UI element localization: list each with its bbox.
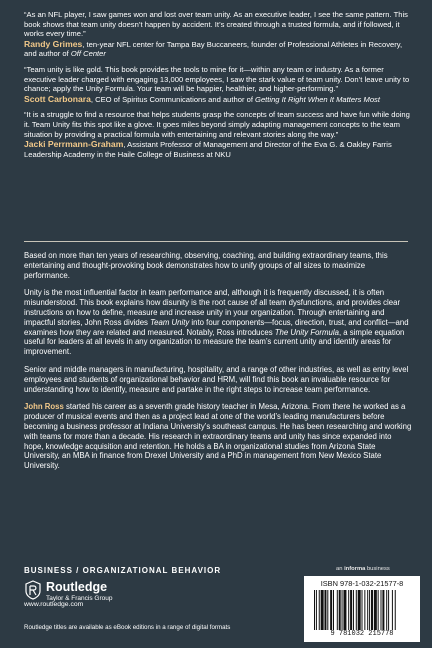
testimonial-quote: “Team unity is like gold. This book provides the tools to mine for it—within any team or industry. As a former executive leader charged with engaging 13,000 employees, I saw the stark value of team unity. Don’t leave unity to chance; apply the Unity Formula. Your team will be happier, healthier, and higher-performing.” bbox=[24, 64, 410, 94]
routledge-logo-icon bbox=[24, 580, 42, 600]
testimonial bbox=[24, 110, 410, 159]
testimonial-name: Jacki Perrmann-Graham bbox=[24, 139, 124, 150]
testimonial bbox=[24, 10, 410, 59]
barcode-bar bbox=[330, 590, 332, 630]
barcode-bar bbox=[327, 590, 328, 630]
informa-tagline bbox=[336, 566, 390, 572]
barcode-bar bbox=[374, 590, 377, 630]
barcode-bar bbox=[392, 590, 393, 630]
ebook-note: Routledge titles are available as eBook editions in a range of digital formats bbox=[24, 624, 231, 631]
barcode-bar bbox=[369, 590, 370, 630]
barcode-bar bbox=[337, 590, 338, 630]
publisher-group: Taylor & Francis Group bbox=[46, 595, 113, 602]
author-bio bbox=[24, 402, 412, 471]
barcode-bar bbox=[324, 590, 326, 630]
barcode-bar bbox=[319, 590, 320, 630]
isbn-barcode bbox=[304, 576, 420, 642]
testimonial-book: Off Center bbox=[70, 49, 106, 59]
subject-category: BUSINESS / ORGANIZATIONAL BEHAVIOR bbox=[24, 566, 222, 575]
barcode-bar bbox=[342, 590, 343, 630]
testimonial-name: Scott Carbonara bbox=[24, 93, 91, 104]
informa-suffix: business bbox=[365, 566, 390, 572]
barcode-bar bbox=[358, 590, 361, 630]
barcode-bar bbox=[348, 590, 349, 630]
barcode-bar bbox=[364, 590, 365, 630]
barcode-bar bbox=[386, 590, 387, 630]
book-description bbox=[24, 251, 412, 479]
publisher-url: www.routledge.com bbox=[24, 601, 84, 608]
informa-prefix: an bbox=[336, 566, 345, 572]
barcode-bar bbox=[367, 590, 368, 630]
isbn-number: ISBN 978-1-032-21577-8 bbox=[320, 579, 404, 588]
barcode-bar bbox=[314, 590, 315, 630]
barcode-bar bbox=[382, 590, 384, 630]
barcode-bar bbox=[381, 590, 382, 630]
barcode-bar bbox=[371, 590, 373, 630]
testimonials bbox=[24, 10, 410, 165]
testimonial-credit: , ten-year NFL center for Tampa Bay Buccaneers, founder of Professional Athletes in Recovery, and author of bbox=[24, 39, 403, 59]
testimonial-name: Randy Grimes bbox=[24, 38, 83, 49]
author-bio-text: started his career as a seventh grade history teacher in Mesa, Arizona. From there he worked as a producer of musical events and then as a project lead at one of the world’s leading manufacturers before becoming a business professor at Indiana University’s southeast campus. He has been researching and working with teams for more than a decade. His research in extraordinary teams and unity has since expanded into hope, knowledge acquisition and retention. He holds a BA in organizational studies from Arizona State University, an MBA in finance from Drexel University and a PhD in management from New Mexico State University. bbox=[24, 402, 412, 471]
testimonial-quote: “As an NFL player, I saw games won and lost over team unity. As an executive leader, I see the same pattern. This book shows that team unity doesn’t happen by accident. It’s created through a trusted formula, and if followed, it works every time.” bbox=[24, 10, 408, 39]
testimonial-credit: , CEO of Spiritus Communications and author of bbox=[90, 94, 256, 104]
testimonial-attribution bbox=[24, 40, 410, 59]
barcode-bar bbox=[339, 590, 341, 630]
barcode-bar bbox=[316, 590, 317, 630]
publisher-logo bbox=[24, 580, 174, 614]
formula-title-inline: The Unity Formula bbox=[274, 327, 339, 337]
book-title-inline: Team Unity bbox=[150, 317, 190, 327]
testimonial bbox=[24, 65, 410, 104]
barcode-icon bbox=[314, 590, 410, 630]
barcode-bar bbox=[362, 590, 363, 630]
description-paragraph: Senior and middle managers in manufacturing, hospitality, and a range of other industries, as well as entry level employees and students of organizational behavior and HRM, will find this book an invaluable resource for understanding how to identify, measure and partake in the right steps to increase team performance. bbox=[24, 364, 409, 394]
divider bbox=[24, 241, 408, 242]
author-name: John Ross bbox=[24, 402, 64, 412]
description-text: into four components—focus, direction, trust, and conflict—and examines how they are related and measured. Notably, Ross introduces bbox=[24, 317, 409, 337]
barcode-bar bbox=[343, 590, 346, 630]
testimonial-attribution bbox=[24, 140, 410, 159]
barcode-bar bbox=[378, 590, 379, 630]
barcode-bar bbox=[350, 590, 352, 630]
testimonial-credit: , Assistant Professor of Management and Director of the Eva G. & Oakley Farris Leadership Academy in the Haile College of Business at NKU bbox=[24, 140, 392, 159]
barcode-bar bbox=[353, 590, 354, 630]
testimonial-attribution bbox=[24, 95, 410, 105]
testimonial-book: Getting It Right When It Matters Most bbox=[255, 94, 380, 104]
barcode-bar bbox=[321, 590, 324, 630]
barcode-bar bbox=[395, 590, 396, 630]
testimonial-quote: “It is a struggle to find a resource that helps students grasp the concepts of team success and have fun while doing it. Team Unity fits this spot like a glove. It goes miles beyond simply adapting management concepts to the team situation by providing a practical formula with entertaining and relevant stories along the way.” bbox=[24, 110, 410, 139]
description-text: , a simple equation useful for leaders at all levels in any organization to measure the team’s current unity and identify areas for improvement. bbox=[24, 327, 405, 357]
description-paragraph bbox=[24, 288, 412, 357]
publisher-name: Routledge bbox=[46, 580, 108, 594]
barcode-bar bbox=[333, 590, 334, 630]
barcode-bar bbox=[356, 590, 357, 630]
barcode-digits: 9 781032 215778 bbox=[330, 630, 394, 638]
informa-brand: informa bbox=[344, 566, 366, 572]
description-text: Unity is the most influential factor in team performance and, although it is frequently discussed, it is often misunderstood. This book explains how disunity is the root cause of all team dysfunctions, and provides clear instructions on how to define, measure and increase unity in your organization. Through entertaining and impactful stories, John Ross divides bbox=[24, 288, 401, 327]
barcode-bar bbox=[388, 590, 389, 630]
description-paragraph: Based on more than ten years of researching, observing, coaching, and building extraordinary teams, this entertaining and thought-provoking book demonstrates how to unify groups of all sizes to maximize performance. bbox=[24, 251, 388, 280]
